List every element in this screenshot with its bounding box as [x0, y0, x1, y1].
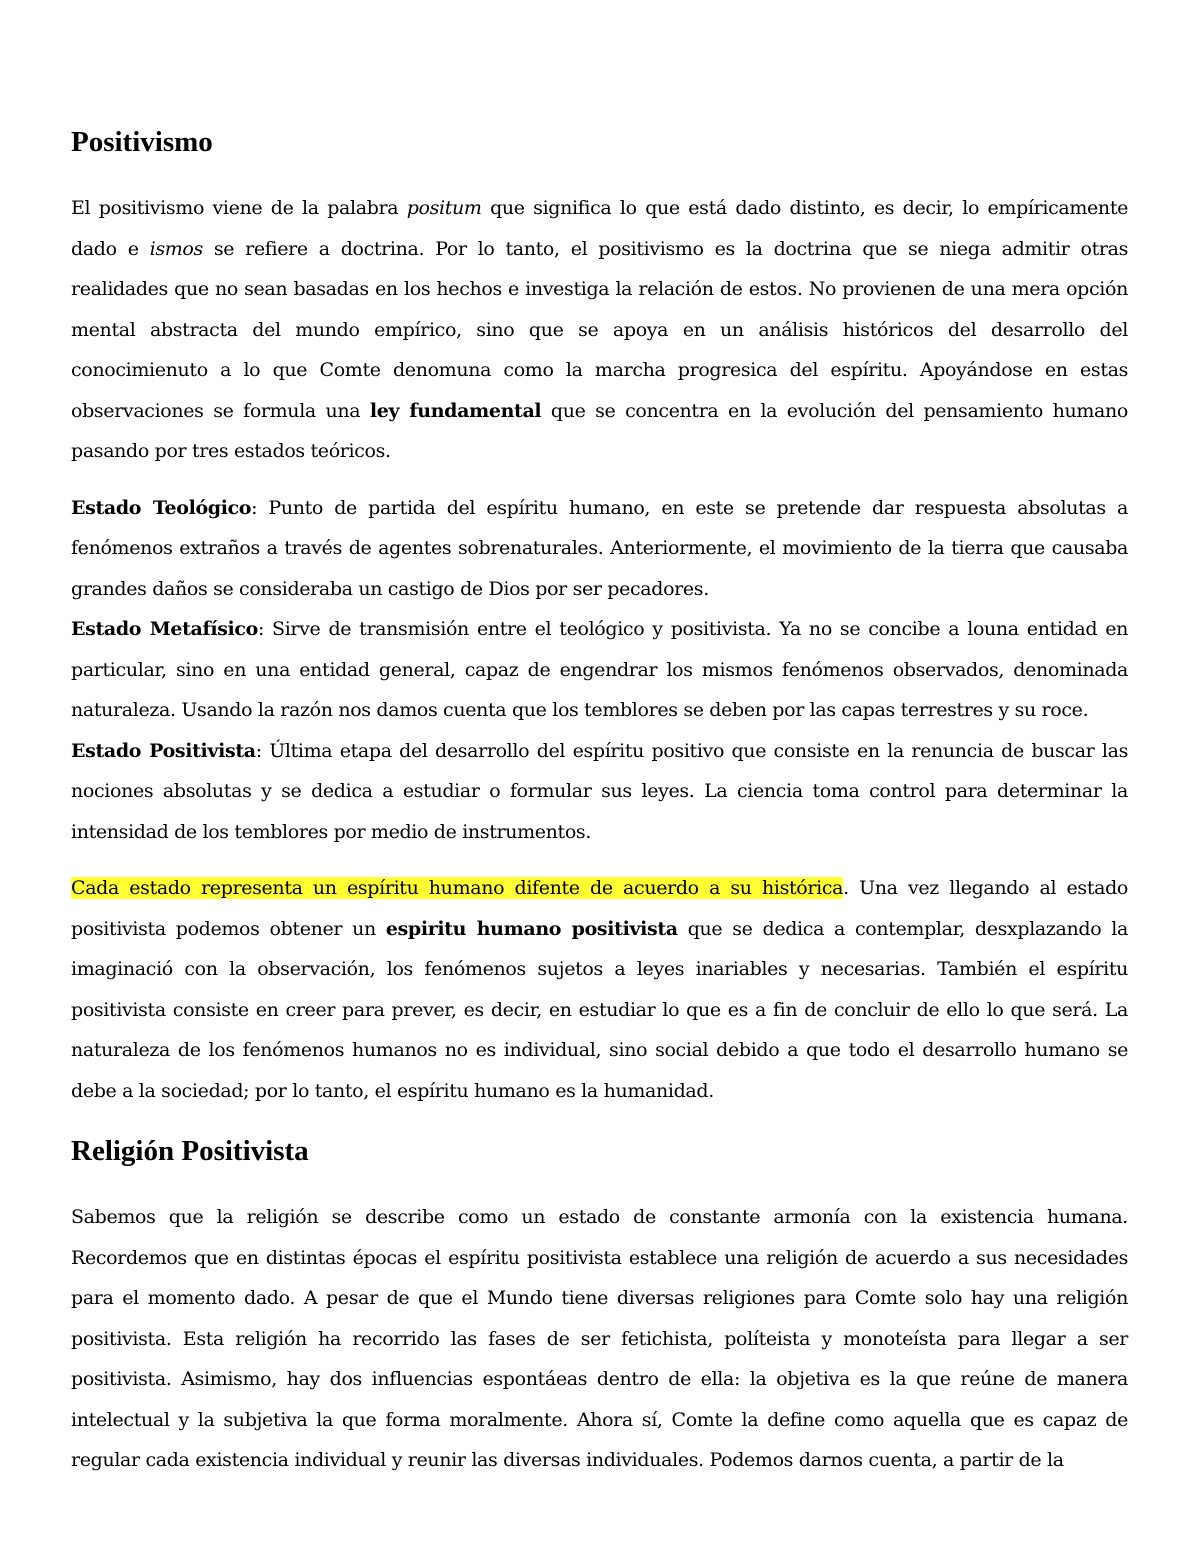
term-positum: positum: [406, 197, 482, 219]
paragraph-estado-metafisico: [71, 609, 1128, 731]
label-estado-metafisico: Estado Metafísico: [71, 618, 258, 640]
text-run: que se concentra en la evolución del pensamiento humano pasando por tres estados teóricos.: [71, 399, 1128, 462]
highlighted-text: Cada estado representa un espíritu humano difente de acuerdo a su histórica: [71, 877, 844, 899]
text-run: se refiere a doctrina. Por lo tanto, el positivismo es la doctrina que se niega admitir otras realidades que no sean basadas en los hechos e investiga la relación de estos. No provienen de una mera opción mental abstracta del mundo empírico, sino que se apoya en un análisis históricos del desarrollo del conocimienuto a lo que Comte denomuna como la marcha progresica del espíritu. Apoyándose en estas observaciones se formula una: [71, 237, 1129, 422]
section-title-religion-positivista: Religión Positivista: [71, 1135, 309, 1167]
paragraph-estado-teologico: [71, 488, 1128, 610]
paragraph-positivismo-intro: [71, 188, 1128, 472]
term-ley-fundamental: ley fundamental: [369, 399, 542, 422]
text-run: que significa lo que está dado distinto, es decir, lo empíricamente dado e: [71, 197, 1128, 260]
paragraph-espiritu-humano: [71, 868, 1128, 1111]
text-run: : Sirve de transmisión entre el teológico y positivista. Ya no se concibe a louna entidad en particular, sino en una entidad general, capaz de engendrar los mismos fenómenos observados, denominada naturaleza. Usando la razón nos damos cuenta que los temblores se deben por las capas terrestres y su roce.: [71, 618, 1128, 721]
paragraph-religion-positivista: Sabemos que la religión se describe como un estado de constante armonía con la existencia humana. Recordemos que en distintas épocas el espíritu positivista establece una religión de acuerdo a sus necesidades para el momento dado. A pesar de que el Mundo tiene diversas religiones para Comte solo hay una religión positivista. Esta religión ha recorrido las fases de ser fetichista, políteista y monoteísta para llegar a ser positivista. Asimismo, hay dos influencias espontáeas dentro de ella: la objetiva es la que reúne de manera intelectual y la subjetiva la que forma moralmente. Ahora sí, Comte la define como aquella que es capaz de regular cada existencia individual y reunir las diversas individuales. Podemos darnos cuenta, a partir de la: [71, 1206, 1128, 1471]
document-page: [71, 120, 1128, 1481]
section-title-positivismo: Positivismo: [71, 126, 213, 158]
paragraph-estado-positivista: [71, 731, 1128, 853]
label-estado-teologico: Estado Teológico: [71, 496, 252, 519]
term-espiritu-humano-positivista: espiritu humano positivista: [385, 917, 678, 940]
text-run: : Punto de partida del espíritu humano, en este se pretende dar respuesta absolutas a fenómenos extraños a través de agentes sobrenaturales. Anteriormente, el movimiento de la tierra que causaba grandes daños se consideraba un castigo de Dios por ser pecadores.: [71, 496, 1128, 600]
text-run: que se dedica a contemplar, desxplazando la imaginació con la observación, los fenómenos sujetos a leyes inariables y necesarias. También el espíritu positivista consiste en creer para prever, es decir, en estudiar lo que es a fin de concluir de ello lo que será. La naturaleza de los fenómenos humanos no es individual, sino social debido a que todo el desarrollo humano se debe a la sociedad; por lo tanto, el espíritu humano es la humanidad.: [71, 917, 1128, 1102]
text-run: . Una vez llegando al estado positivista podemos obtener un: [71, 877, 1128, 940]
label-estado-positivista: Estado Positivista: [71, 739, 256, 762]
text-run: : Última etapa del desarrollo del espíritu positivo que consiste en la renuncia de buscar las nociones absolutas y se dedica a estudiar o formular sus leyes. La ciencia toma control para determinar la intensidad de los temblores por medio de instrumentos.: [71, 739, 1128, 843]
term-ismos: ismos: [149, 237, 203, 260]
text-run: El positivismo viene de la palabra: [71, 197, 407, 219]
